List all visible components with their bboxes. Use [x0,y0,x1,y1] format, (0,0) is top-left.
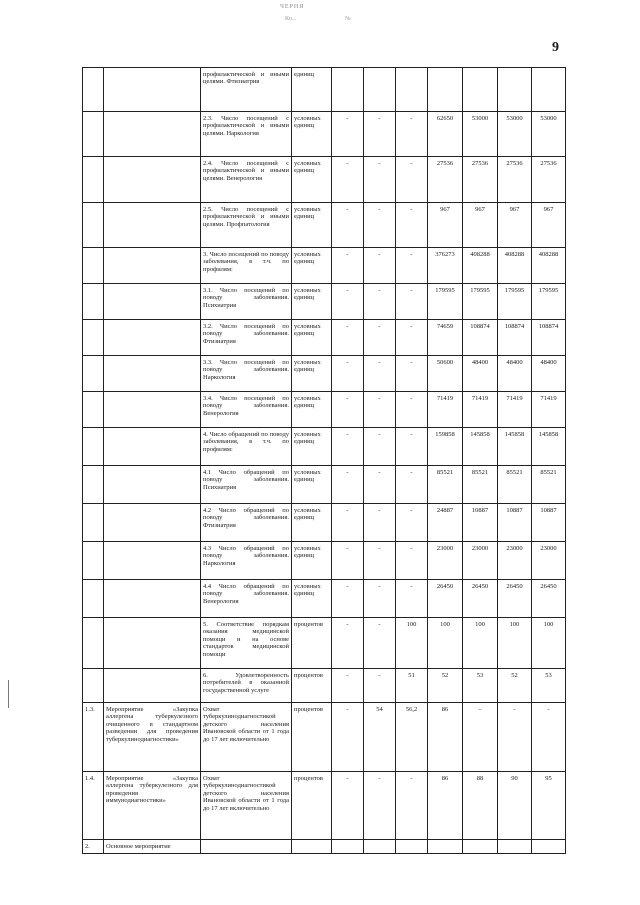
row-index [83,504,104,542]
unit-of-measure: единиц [292,68,332,112]
event-name [104,157,201,203]
value-cell: 967 [532,203,566,248]
event-name [104,203,201,248]
value-cell: - [332,580,364,618]
unit-of-measure: условных единиц [292,284,332,320]
value-cell: 95 [532,772,566,840]
value-cell [364,840,396,854]
value-cell: - [332,248,364,284]
value-cell: - [532,703,566,772]
indicator-name: 2.3. Число посещений с профилактической и иными целями. Наркология [201,112,292,157]
row-index [83,112,104,157]
stamp-left: Ко... [285,16,297,22]
event-name [104,356,201,392]
table-row [83,68,566,112]
table-row [83,703,566,772]
value-cell: - [332,112,364,157]
value-cell: 408288 [463,248,498,284]
table-row [83,618,566,669]
unit-of-measure: условных единиц [292,392,332,428]
value-cell: - [364,466,396,504]
value-cell: - [396,428,428,466]
indicator-name: 3.3. Число посещений по поводу заболевания. Наркология [201,356,292,392]
indicator-name: 3.4. Число посещений по поводу заболевания. Венерология [201,392,292,428]
value-cell: - [396,320,428,356]
value-cell: 90 [498,772,532,840]
row-index [83,248,104,284]
value-cell [396,840,428,854]
table-row [83,320,566,356]
row-index [83,618,104,669]
indicator-name: профилактической и иными целями. Фтизиатрия [201,68,292,112]
table-row [83,840,566,854]
unit-of-measure: условных единиц [292,157,332,203]
value-cell: - [364,284,396,320]
table-row [83,428,566,466]
unit-of-measure: условных единиц [292,542,332,580]
table-row [83,284,566,320]
value-cell: 408288 [532,248,566,284]
value-cell: 100 [463,618,498,669]
table-row [83,392,566,428]
value-cell: 88 [463,772,498,840]
table-row [83,669,566,703]
value-cell [396,68,428,112]
value-cell: - [364,504,396,542]
value-cell: 10887 [463,504,498,542]
value-cell: - [396,356,428,392]
event-name [104,504,201,542]
value-cell: 26450 [428,580,463,618]
unit-of-measure: условных единиц [292,112,332,157]
value-cell: 52 [428,669,463,703]
value-cell: - [364,580,396,618]
value-cell: 408288 [498,248,532,284]
value-cell: 48400 [532,356,566,392]
table-row [83,542,566,580]
value-cell: 53 [532,669,566,703]
value-cell: 159858 [428,428,463,466]
value-cell: 53 [463,669,498,703]
value-cell [364,68,396,112]
value-cell: 85521 [532,466,566,504]
value-cell: - [332,157,364,203]
table-row [83,248,566,284]
event-name: Мероприятие «Закупка аллергена туберкулезного для проведения иммунодиагностики» [104,772,201,840]
indicator-name: 3.1. Число посещений по поводу заболевания. Психиатрия [201,284,292,320]
value-cell: 26450 [498,580,532,618]
value-cell: - [463,703,498,772]
value-cell: - [364,669,396,703]
value-cell: 23000 [532,542,566,580]
indicator-name: 2.5. Число посещений с профилактической и иными целями. Профпатология [201,203,292,248]
value-cell: - [396,466,428,504]
value-cell: - [364,112,396,157]
row-index: 2. [83,840,104,854]
value-cell: 23000 [463,542,498,580]
value-cell: 23000 [498,542,532,580]
row-index [83,580,104,618]
value-cell: 48400 [498,356,532,392]
unit-of-measure: процентов [292,772,332,840]
value-cell: 24887 [428,504,463,542]
table-body [83,68,566,854]
unit-of-measure: условных единиц [292,504,332,542]
value-cell: 108874 [532,320,566,356]
row-index: 1.4. [83,772,104,840]
value-cell: - [364,542,396,580]
value-cell: 51 [396,669,428,703]
value-cell: 52 [498,669,532,703]
value-cell: - [332,504,364,542]
event-name [104,392,201,428]
value-cell: - [364,392,396,428]
table-row [83,356,566,392]
unit-of-measure: условных единиц [292,320,332,356]
unit-of-measure: процентов [292,618,332,669]
indicator-name: 4.3 Число обращений по поводу заболевания. Наркология [201,542,292,580]
value-cell: 85521 [428,466,463,504]
value-cell: 71419 [498,392,532,428]
value-cell [532,68,566,112]
value-cell: - [332,284,364,320]
indicator-name: 4. Число обращений по поводу заболевания, в т.ч. по профилям: [201,428,292,466]
event-name [104,112,201,157]
value-cell: - [396,284,428,320]
row-index [83,428,104,466]
value-cell: 62650 [428,112,463,157]
value-cell: 27536 [428,157,463,203]
value-cell: 100 [532,618,566,669]
value-cell: - [396,392,428,428]
value-cell: 27536 [498,157,532,203]
indicator-name: 3. Число посещений по поводу заболевания, в т.ч. по профилям: [201,248,292,284]
unit-of-measure: условных единиц [292,428,332,466]
value-cell: 86 [428,703,463,772]
page-number: 9 [552,40,559,55]
value-cell: - [364,203,396,248]
value-cell: - [396,203,428,248]
value-cell: - [332,542,364,580]
value-cell: - [332,669,364,703]
value-cell: 86 [428,772,463,840]
event-name [104,428,201,466]
unit-of-measure: условных единиц [292,356,332,392]
value-cell: 10887 [498,504,532,542]
value-cell: 376273 [428,248,463,284]
value-cell: 179595 [498,284,532,320]
table-row [83,203,566,248]
value-cell: 100 [396,618,428,669]
row-index [83,392,104,428]
indicator-name: Охват туберкулинодиагностикой детского населения Ивановской области от 1 года до 17 лет включительно [201,703,292,772]
indicator-name: 4.1 Число обращений по поводу заболевания. Психиатрия [201,466,292,504]
value-cell: - [396,504,428,542]
value-cell [428,68,463,112]
table-row [83,580,566,618]
value-cell: - [332,618,364,669]
value-cell: - [332,772,364,840]
event-name [104,320,201,356]
event-name: Основное мероприятие [104,840,201,854]
event-name [104,618,201,669]
row-index [83,320,104,356]
table-row [83,504,566,542]
value-cell: - [396,112,428,157]
value-cell [498,840,532,854]
unit-of-measure: условных единиц [292,248,332,284]
indicator-name: 3.2. Число посещений по поводу заболевания. Фтизиатрия [201,320,292,356]
row-index [83,68,104,112]
value-cell: 53000 [532,112,566,157]
indicator-name: 2.4. Число посещений с профилактической и иными целями. Венерология [201,157,292,203]
table-row [83,466,566,504]
unit-of-measure: условных единиц [292,466,332,504]
indicator-name: 5. Соответствие порядкам оказания медицинской помощи и на основе стандартов медицинской помощи [201,618,292,669]
row-index [83,669,104,703]
value-cell: - [396,157,428,203]
value-cell: - [364,428,396,466]
value-cell: 179595 [463,284,498,320]
value-cell [332,840,364,854]
value-cell: 71419 [428,392,463,428]
table-row [83,157,566,203]
indicator-name: 4.2 Число обращений по поводу заболевания. Фтизиатрия [201,504,292,542]
value-cell: - [396,772,428,840]
value-cell: - [396,248,428,284]
value-cell: - [364,157,396,203]
value-cell: - [364,320,396,356]
value-cell: 71419 [463,392,498,428]
value-cell: - [364,618,396,669]
unit-of-measure: процентов [292,669,332,703]
value-cell: 53000 [498,112,532,157]
value-cell: 54 [364,703,396,772]
value-cell [532,840,566,854]
row-index: 1.3. [83,703,104,772]
value-cell: - [364,248,396,284]
unit-of-measure [292,840,332,854]
value-cell [463,68,498,112]
event-name: Мероприятие «Закупка аллергена туберкулезного очищенного в стандартном разведении для проведения туберкулинодиагностики» [104,703,201,772]
value-cell: - [396,580,428,618]
value-cell: 26450 [463,580,498,618]
indicator-name: Охват туберкулинодиагностикой детского населения Ивановской области от 1 года до 17 лет включительно [201,772,292,840]
value-cell: 26450 [532,580,566,618]
value-cell: 85521 [463,466,498,504]
value-cell: 179595 [428,284,463,320]
value-cell: 100 [498,618,532,669]
table-row [83,112,566,157]
table-row [83,772,566,840]
value-cell: 145858 [498,428,532,466]
row-index [83,203,104,248]
indicator-name: 6. Удовлетворенность потребителей в оказанной государственной услуге [201,669,292,703]
value-cell: - [364,356,396,392]
indicator-name: 4.4 Число обращений по поводу заболевания. Венерология [201,580,292,618]
value-cell: - [498,703,532,772]
value-cell: 100 [428,618,463,669]
event-name [104,466,201,504]
value-cell: - [332,356,364,392]
row-index [83,284,104,320]
row-index [83,356,104,392]
stamp-right: № [345,16,351,22]
value-cell: 27536 [532,157,566,203]
row-index [83,157,104,203]
unit-of-measure: процентов [292,703,332,772]
value-cell [463,840,498,854]
value-cell: 71419 [532,392,566,428]
value-cell: 27536 [463,157,498,203]
event-name [104,248,201,284]
value-cell [428,840,463,854]
indicators-table [82,67,566,854]
value-cell [332,68,364,112]
unit-of-measure: условных единиц [292,203,332,248]
value-cell [498,68,532,112]
value-cell: 967 [428,203,463,248]
value-cell: 23000 [428,542,463,580]
value-cell: 108874 [498,320,532,356]
value-cell: - [332,320,364,356]
row-index [83,466,104,504]
indicator-name [201,840,292,854]
unit-of-measure: условных единиц [292,580,332,618]
event-name [104,542,201,580]
event-name [104,68,201,112]
value-cell: - [364,772,396,840]
value-cell: 145858 [463,428,498,466]
value-cell: 85521 [498,466,532,504]
event-name [104,669,201,703]
value-cell: 145858 [532,428,566,466]
value-cell: - [332,703,364,772]
value-cell: - [332,203,364,248]
event-name [104,284,201,320]
value-cell: - [332,428,364,466]
value-cell: - [332,392,364,428]
value-cell: - [332,466,364,504]
value-cell: 179595 [532,284,566,320]
margin-mark [8,680,9,708]
value-cell: 967 [498,203,532,248]
event-name [104,580,201,618]
value-cell: 10887 [532,504,566,542]
value-cell: 50600 [428,356,463,392]
value-cell: 48400 [463,356,498,392]
value-cell: 53000 [463,112,498,157]
value-cell: 74659 [428,320,463,356]
row-index [83,542,104,580]
value-cell: 967 [463,203,498,248]
value-cell: - [396,542,428,580]
value-cell: 56,2 [396,703,428,772]
stamp-top: ЧЕРНЯ [280,4,305,10]
value-cell: 108874 [463,320,498,356]
